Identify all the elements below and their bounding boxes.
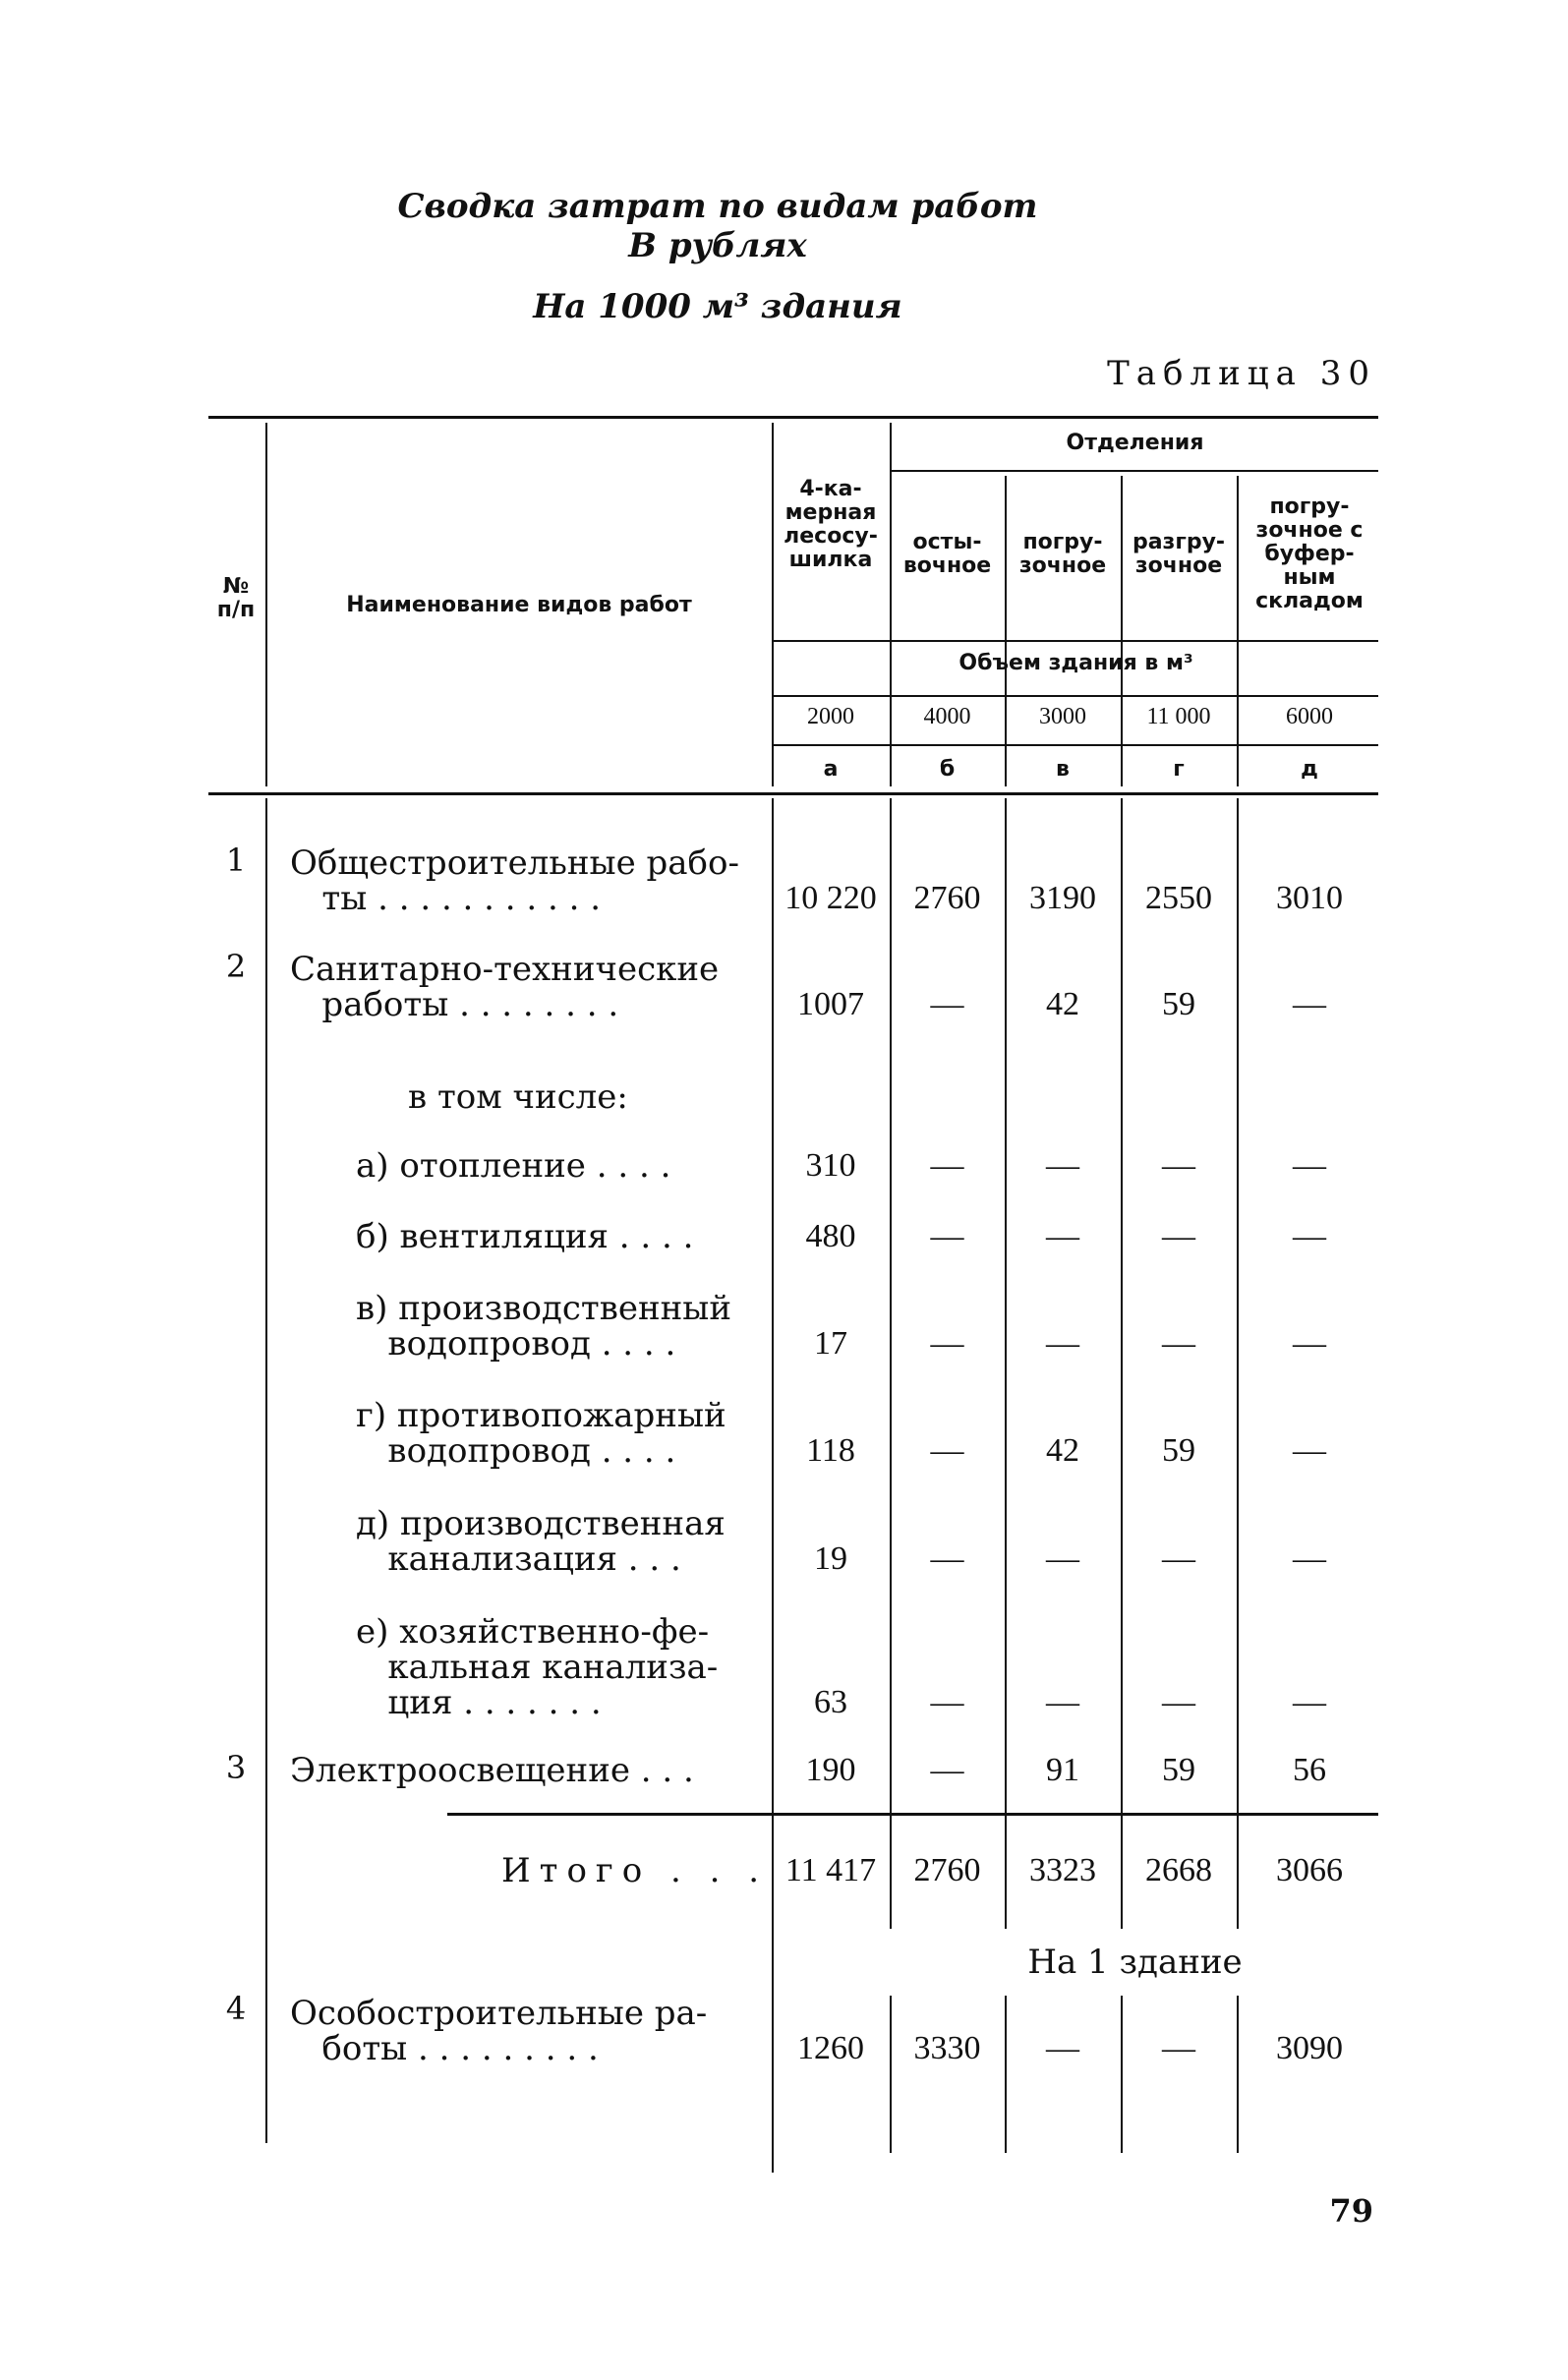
letter-b: б bbox=[939, 757, 956, 782]
row-4-value-b: — bbox=[930, 1218, 964, 1254]
row-5-value-g: — bbox=[1162, 1325, 1195, 1362]
row-7-value-b: — bbox=[930, 1540, 964, 1577]
row-4-number: 4 bbox=[225, 1990, 247, 2027]
header-group: Отделения bbox=[1066, 431, 1204, 455]
per-building-label: На 1 здание bbox=[1027, 1943, 1243, 1982]
title-line-3: На 1000 м³ здания bbox=[533, 287, 902, 326]
header-col-g: разгру- зочное bbox=[1132, 530, 1226, 578]
row-0-value-g: 2550 bbox=[1145, 880, 1212, 916]
row-0-value-b: 2760 bbox=[913, 880, 981, 916]
row-0-name-line-2: ты . . . . . . . . . . . bbox=[290, 879, 602, 918]
letter-g: г bbox=[1173, 757, 1185, 782]
row-4-value-v: — bbox=[1046, 2030, 1079, 2066]
row-4-value-a: 480 bbox=[805, 1218, 856, 1254]
row-6-value-a: 118 bbox=[806, 1432, 855, 1469]
row-7-value-d: — bbox=[1293, 1540, 1326, 1577]
header-col-a: 4-ка- мерная лесосу- шилка bbox=[784, 477, 878, 572]
row-6-value-g: 59 bbox=[1162, 1432, 1195, 1469]
volume-v: 3000 bbox=[1039, 704, 1086, 729]
total-value-d: 3066 bbox=[1276, 1852, 1343, 1888]
row-3-name-line-1: а) отопление . . . . bbox=[356, 1146, 671, 1186]
header-name: Наименование видов работ bbox=[346, 593, 692, 617]
row-4-value-g: — bbox=[1162, 2030, 1195, 2066]
row-7-value-v: — bbox=[1046, 1540, 1079, 1577]
total-label: Итого . . . bbox=[501, 1851, 769, 1890]
row-1-name-line-2: работы . . . . . . . . bbox=[290, 985, 619, 1024]
row-6-name-line-2: водопровод . . . . bbox=[356, 1431, 676, 1471]
row-9-value-g: 59 bbox=[1162, 1752, 1195, 1788]
header-col-b: осты- вочное bbox=[902, 530, 992, 578]
volume-a: 2000 bbox=[807, 704, 854, 729]
row-0-number: 1 bbox=[225, 842, 247, 879]
row-1-value-b: — bbox=[930, 986, 964, 1022]
table-label: Таблица 30 bbox=[1107, 354, 1376, 393]
row-9-value-a: 190 bbox=[805, 1752, 856, 1788]
row-0-value-v: 3190 bbox=[1029, 880, 1096, 916]
row-4-name-line-1: Особостроительные ра- bbox=[290, 1994, 708, 2033]
row-1-number: 2 bbox=[225, 948, 247, 985]
row-3-value-v: — bbox=[1046, 1147, 1079, 1184]
letter-a: а bbox=[823, 757, 839, 782]
row-1-name-line-1: Санитарно-технические bbox=[290, 950, 720, 989]
row-2-name-line-1: в том числе: bbox=[408, 1077, 628, 1117]
row-3-value-a: 310 bbox=[805, 1147, 856, 1184]
row-5-value-b: — bbox=[930, 1325, 964, 1362]
row-3-value-b: — bbox=[930, 1147, 964, 1184]
row-8-value-a: 63 bbox=[814, 1684, 847, 1720]
page-number: 79 bbox=[1329, 2192, 1373, 2230]
row-1-value-a: 1007 bbox=[797, 986, 864, 1022]
total-value-b: 2760 bbox=[913, 1852, 981, 1888]
row-4-name-line-2: боты . . . . . . . . . bbox=[290, 2029, 599, 2068]
row-5-name-line-1: в) производственный bbox=[356, 1289, 732, 1328]
row-5-value-a: 17 bbox=[814, 1325, 847, 1362]
row-8-name-line-2: кальная канализа- bbox=[356, 1648, 719, 1687]
row-4-value-g: — bbox=[1162, 1218, 1195, 1254]
row-6-value-b: — bbox=[930, 1432, 964, 1469]
row-0-value-a: 10 220 bbox=[784, 880, 877, 916]
title-line-2: В рублях bbox=[628, 226, 807, 265]
row-7-name-line-2: канализация . . . bbox=[356, 1539, 681, 1579]
row-6-value-v: 42 bbox=[1046, 1432, 1079, 1469]
row-0-name-line-1: Общестроительные рабо- bbox=[290, 843, 739, 883]
row-3-value-d: — bbox=[1293, 1147, 1326, 1184]
row-4-value-v: — bbox=[1046, 1218, 1079, 1254]
volume-g: 11 000 bbox=[1146, 704, 1211, 729]
row-8-name-line-3: ция . . . . . . . bbox=[356, 1683, 602, 1722]
row-8-value-d: — bbox=[1293, 1684, 1326, 1720]
row-5-value-v: — bbox=[1046, 1325, 1079, 1362]
row-4-value-a: 1260 bbox=[797, 2030, 864, 2066]
row-6-value-d: — bbox=[1293, 1432, 1326, 1469]
row-7-name-line-1: д) производственная bbox=[356, 1504, 726, 1543]
row-8-value-g: — bbox=[1162, 1684, 1195, 1720]
row-8-value-b: — bbox=[930, 1684, 964, 1720]
row-9-value-v: 91 bbox=[1046, 1752, 1079, 1788]
row-9-name-line-1: Электроосвещение . . . bbox=[290, 1751, 694, 1790]
row-9-value-d: 56 bbox=[1293, 1752, 1326, 1788]
row-8-value-v: — bbox=[1046, 1684, 1079, 1720]
row-5-value-d: — bbox=[1293, 1325, 1326, 1362]
row-6-name-line-1: г) противопожарный bbox=[356, 1396, 726, 1435]
row-8-name-line-1: е) хозяйственно-фе- bbox=[356, 1612, 710, 1652]
header-col-v: погру- зочное bbox=[1018, 530, 1107, 578]
row-7-value-a: 19 bbox=[814, 1540, 847, 1577]
volume-d: 6000 bbox=[1286, 704, 1333, 729]
row-4-value-d: 3090 bbox=[1276, 2030, 1343, 2066]
row-5-name-line-2: водопровод . . . . bbox=[356, 1324, 676, 1364]
header-col-d: погру- зочное с буфер- ным складом bbox=[1255, 494, 1364, 613]
header-volume: Объем здания в м³ bbox=[958, 651, 1193, 675]
row-1-value-g: 59 bbox=[1162, 986, 1195, 1022]
row-9-value-b: — bbox=[930, 1752, 964, 1788]
total-value-g: 2668 bbox=[1145, 1852, 1212, 1888]
row-4-value-b: 3330 bbox=[913, 2030, 981, 2066]
row-1-value-d: — bbox=[1293, 986, 1326, 1022]
row-9-number: 3 bbox=[225, 1749, 247, 1786]
letter-v: в bbox=[1056, 757, 1070, 782]
total-value-a: 11 417 bbox=[784, 1852, 877, 1888]
header-num: № п/п bbox=[216, 574, 256, 622]
row-1-value-v: 42 bbox=[1046, 986, 1079, 1022]
volume-b: 4000 bbox=[923, 704, 971, 729]
row-4-name-line-1: б) вентиляция . . . . bbox=[356, 1217, 694, 1256]
row-4-value-d: — bbox=[1293, 1218, 1326, 1254]
row-7-value-g: — bbox=[1162, 1540, 1195, 1577]
title-line-1: Сводка затрат по видам работ bbox=[397, 187, 1038, 226]
row-0-value-d: 3010 bbox=[1276, 880, 1343, 916]
row-3-value-g: — bbox=[1162, 1147, 1195, 1184]
letter-d: д bbox=[1301, 757, 1318, 782]
total-value-v: 3323 bbox=[1029, 1852, 1096, 1888]
